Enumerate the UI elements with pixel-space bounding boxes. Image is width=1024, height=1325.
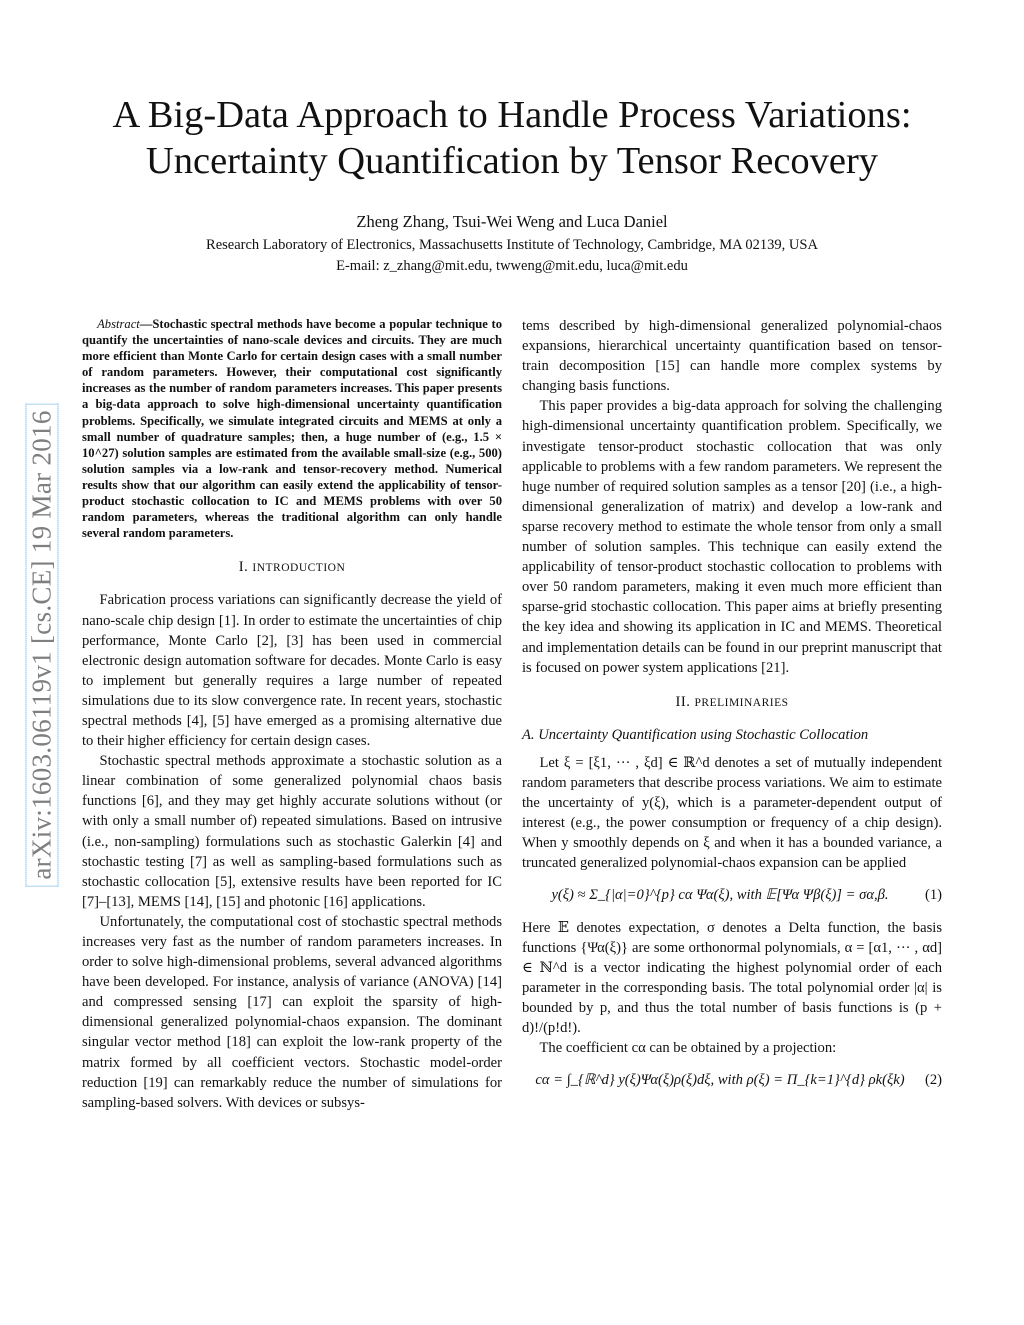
subsection-heading: A. Uncertainty Quantification using Stochastic Collocation (522, 726, 869, 743)
arxiv-stamp (22, 310, 62, 980)
right-paragraph-4: Here 𝔼 denotes expectation, σ denotes a Delta function, the basis functions {Ψα(ξ)} are some orthonormal polynomials, α = [α1, ··· , αd] ∈ ℕ^d is a vector indicating the highest polynomial order of each parameter in the corresponding basis. The total polynomial order |α| is bounded by p, and thus the total number of basis functions is (p + d)!/(p!d!). (522, 919, 942, 1036)
abstract (82, 316, 502, 541)
right-column (522, 316, 942, 1102)
title-line-2: Uncertainty Quantification by Tensor Recovery (145, 140, 879, 182)
intro-paragraph-1: Fabrication process variations can significantly decrease the yield of nano-scale chip design [1]. In order to estimate the uncertainties of chip performance, Monte Carlo [2], [3] has been used in commercial electronic design automation software for decades. Monte Carlo is easy to implement but generally requires a large number of repeated simulations due to its slow convergence rate. In recent years, stochastic spectral methods [4], [5] have emerged as a promising alternative due to their higher efficiency for certain design cases. (82, 592, 502, 750)
section-heading-introduction: I. INTRODUCTION (238, 559, 346, 576)
section-title: PRELIMINARIES (694, 696, 789, 709)
intro-paragraph-2: Stochastic spectral methods approximate a stochastic solution as a linear combination of some generalized polynomial chaos basis functions [6], and they may get highly accurate solutions without (or with only a small number of) repeated simulations. Based on intrusive (i.e., non-sampling) formulations such as stochastic Galerkin [4] and stochastic testing [7] as well as sampling-based formulations such as stochastic collocation [5], extensive results have been reported for IC [7]–[13], MEMS [14], [15] and photonic [16] applications. (82, 753, 502, 910)
affiliation: Research Laboratory of Electronics, Massachusetts Institute of Technology, Cambridge, MA 02139, USA (206, 237, 818, 253)
intro-paragraph-3: Unfortunately, the computational cost of stochastic spectral methods increases very fast as the number of random parameters increases. In order to solve high-dimensional problems, several advanced algorithms have been developed. For instance, analysis of variance (ANOVA) [14] and compressed sensing [17] can exploit the sparsity of high-dimensional generalized polynomial-chaos expansion. The dominant singular vector method [18] can exploit the low-rank property of the matrix formed by all coefficient vectors. Stochastic model-order reduction [19] can remarkably reduce the number of simulations for sampling-based solvers. With devices or subsys- (82, 913, 502, 1111)
affiliation-block (40, 235, 984, 277)
section-title: INTRODUCTION (252, 562, 346, 575)
abstract-label: Abstract (97, 317, 140, 331)
right-paragraph-2: This paper provides a big-data approach for solving the challenging high-dimensional uncertainty quantification problem. Specifically, we investigate tensor-product stochastic collocation that was only applicable to problems with a few random parameters. We represent the huge number of required solution samples as a tensor [20] (i.e., a high-dimensional generalization of matrix) and develop a low-rank and sparse recovery method to estimate the whole tensor from only a small number of solution samples. This technique can easily extend the applicability of tensor-product stochastic collocation to problems with over 50 random parameters, making it even much more efficient than sparse-grid stochastic collocation. This paper aims at briefly presenting the key idea and showing its application in IC and MEMS. Theoretical and implementation details can be found in our preprint manuscript that is focused on power system applications [21]. (522, 398, 942, 676)
right-paragraph-1: tems described by high-dimensional generalized polynomial-chaos expansions, hierarchical uncertainty quantification based on tensor-train decomposition [15] can handle more complex systems by changing basis functions. (522, 318, 942, 395)
email: E-mail: z_zhang@mit.edu, twweng@mit.edu, luca@mit.edu (336, 258, 688, 274)
abstract-text: —Stochastic spectral methods have become a popular technique to quantify the uncertainties of nano-scale devices and circuits. They are much more efficient than Monte Carlo for certain design cases with a small number of random parameters. However, their computational cost significantly increases as the number of random parameters increases. This paper presents a big-data approach to solve high-dimensional uncertainty quantification problems. Specifically, we simulate integrated circuits and MEMS at only a small number of quadrature samples; then, a huge number of (e.g., 1.5 × 10^27) solution samples are estimated from the available small-size (e.g., 500) solution samples via a low-rank and tensor-recovery method. Numerical results show that our algorithm can easily extend the applicability of tensor-product stochastic collocation to IC and MEMS problems with over 50 random parameters, whereas the traditional algorithm can only handle several random parameters. (82, 317, 502, 541)
right-paragraph-5: The coefficient cα can be obtained by a projection: (539, 1040, 837, 1057)
equation-2-body: cα = ∫_{ℝ^d} y(ξ)Ψα(ξ)ρ(ξ)dξ, with ρ(ξ) = Π_{k=1}^{d} ρk(ξk) (535, 1072, 905, 1089)
right-paragraph-3: Let ξ = [ξ1, ··· , ξd] ∈ ℝ^d denotes a set of mutually independent random parameters that describe process variations. We aim to estimate the uncertainty of y(ξ), which is a parameter-dependent output of interest (e.g., the power consumption or frequency of a chip design). When y smoothly depends on ξ and when it has a bounded variance, a truncated generalized polynomial-chaos expansion can be applied (522, 754, 942, 872)
authors: Zheng Zhang, Tsui-Wei Weng and Luca Daniel (356, 212, 668, 231)
left-column (82, 316, 502, 1113)
arxiv-id: arXiv:1603.06119v1 [cs.CE] 19 Mar 2016 (26, 403, 59, 886)
equation-2-number: (2) (924, 1072, 942, 1089)
equation-1-body: y(ξ) ≈ Σ_{|α|=0}^{p} cα Ψα(ξ), with 𝔼[Ψα Ψβ(ξ)] = σα,β. (551, 887, 889, 904)
section-heading-preliminaries: II. PRELIMINARIES (675, 693, 789, 710)
equation-1-number: (1) (924, 887, 942, 904)
paper-title (40, 92, 984, 184)
equation-2 (522, 1070, 942, 1090)
title-line-1: A Big-Data Approach to Handle Process Variations: (112, 94, 912, 136)
equation-1 (522, 885, 942, 905)
